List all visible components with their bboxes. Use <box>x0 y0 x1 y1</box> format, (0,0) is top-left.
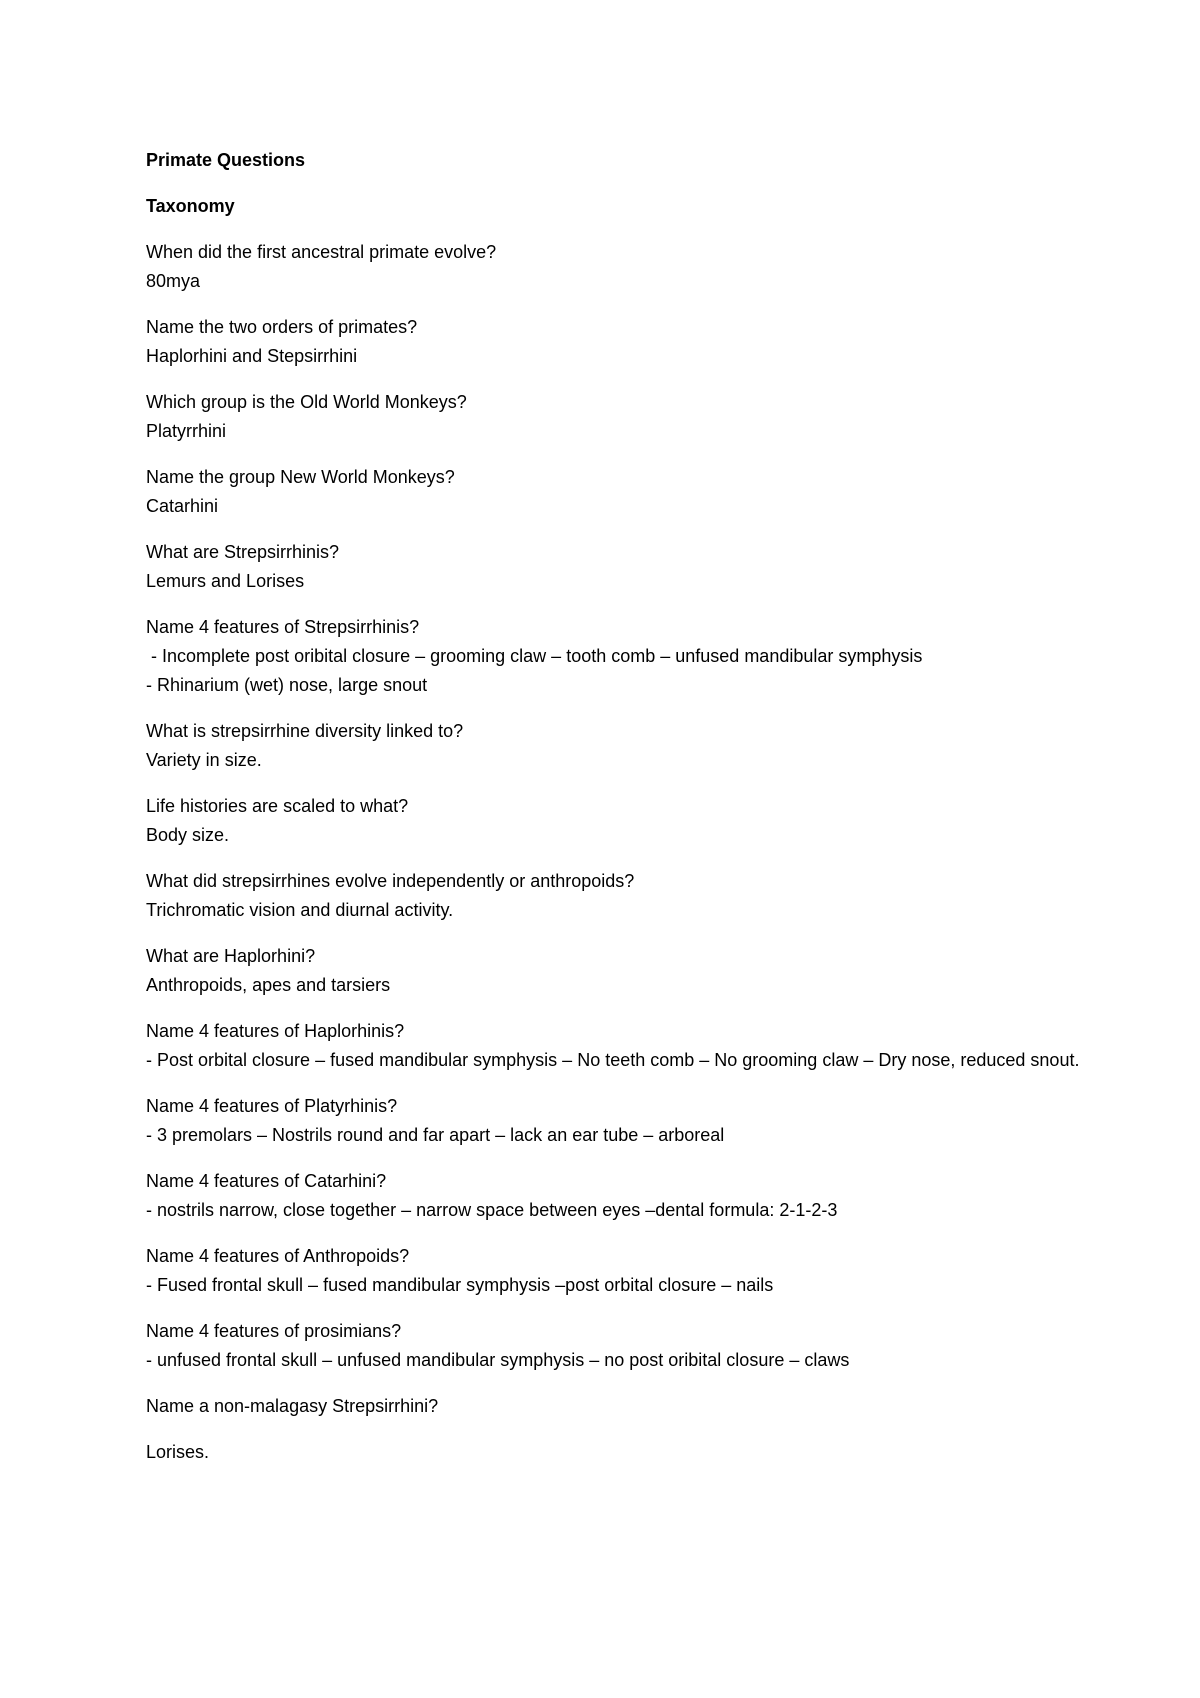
question: Name the group New World Monkeys? <box>146 467 455 487</box>
qa-item <box>146 1392 1080 1467</box>
qa-item <box>146 538 1080 596</box>
qa-item <box>146 1167 1080 1225</box>
document-title: Primate Questions <box>146 150 306 170</box>
answer: - Rhinarium (wet) nose, large snout <box>146 675 428 695</box>
question: Name a non-malagasy Strepsirrhini? <box>146 1396 439 1416</box>
qa-item <box>146 1317 1080 1375</box>
question: What are Strepsirrhinis? <box>146 542 340 562</box>
question: Name 4 features of Haplorhinis? <box>146 1021 405 1041</box>
qa-item <box>146 1092 1080 1150</box>
qa-item <box>146 792 1080 850</box>
qa-item <box>146 238 1080 296</box>
answer: Catarhini <box>146 496 219 516</box>
answer: - 3 premolars – Nostrils round and far apart – lack an ear tube – arboreal <box>146 1125 725 1145</box>
answer: - Fused frontal skull – fused mandibular symphysis –post orbital closure – nails <box>146 1275 774 1295</box>
qa-item <box>146 388 1080 446</box>
qa-item <box>146 613 1080 700</box>
answer: - Post orbital closure – fused mandibular symphysis – No teeth comb – No grooming claw – Dry nose, reduced snout. <box>146 1050 1080 1070</box>
answer: Platyrrhini <box>146 421 227 441</box>
answer: Lemurs and Lorises <box>146 571 305 591</box>
question: Name 4 features of Platyrhinis? <box>146 1096 398 1116</box>
answer: 80mya <box>146 271 201 291</box>
question: Name 4 features of Catarhini? <box>146 1171 387 1191</box>
answer: Variety in size. <box>146 750 262 770</box>
answer: - Incomplete post oribital closure – grooming claw – tooth comb – unfused mandibular symphysis <box>146 646 923 666</box>
answer-block <box>146 1438 1080 1467</box>
answer: Body size. <box>146 825 230 845</box>
question: Name 4 features of Anthropoids? <box>146 1246 410 1266</box>
question: Which group is the Old World Monkeys? <box>146 392 467 412</box>
qa-item <box>146 1017 1080 1075</box>
question: Name 4 features of Strepsirrhinis? <box>146 617 420 637</box>
question: Name 4 features of prosimians? <box>146 1321 402 1341</box>
question: What are Haplorhini? <box>146 946 316 966</box>
qa-item <box>146 1242 1080 1300</box>
question: What did strepsirrhines evolve independently or anthropoids? <box>146 871 635 891</box>
answer: Lorises. <box>146 1442 210 1462</box>
qa-item <box>146 867 1080 925</box>
qa-item <box>146 717 1080 775</box>
question: Name the two orders of primates? <box>146 317 418 337</box>
qa-item <box>146 942 1080 1000</box>
answer: Haplorhini and Stepsirrhini <box>146 346 358 366</box>
question: When did the first ancestral primate evolve? <box>146 242 497 262</box>
answer: - unfused frontal skull – unfused mandibular symphysis – no post oribital closure – claws <box>146 1350 850 1370</box>
answer: - nostrils narrow, close together – narrow space between eyes –dental formula: 2-1-2-3 <box>146 1200 838 1220</box>
answer: Anthropoids, apes and tarsiers <box>146 975 391 995</box>
qa-item <box>146 463 1080 521</box>
question: What is strepsirrhine diversity linked to? <box>146 721 464 741</box>
qa-item <box>146 313 1080 371</box>
section-heading: Taxonomy <box>146 196 235 216</box>
answer: Trichromatic vision and diurnal activity. <box>146 900 454 920</box>
question: Life histories are scaled to what? <box>146 796 409 816</box>
